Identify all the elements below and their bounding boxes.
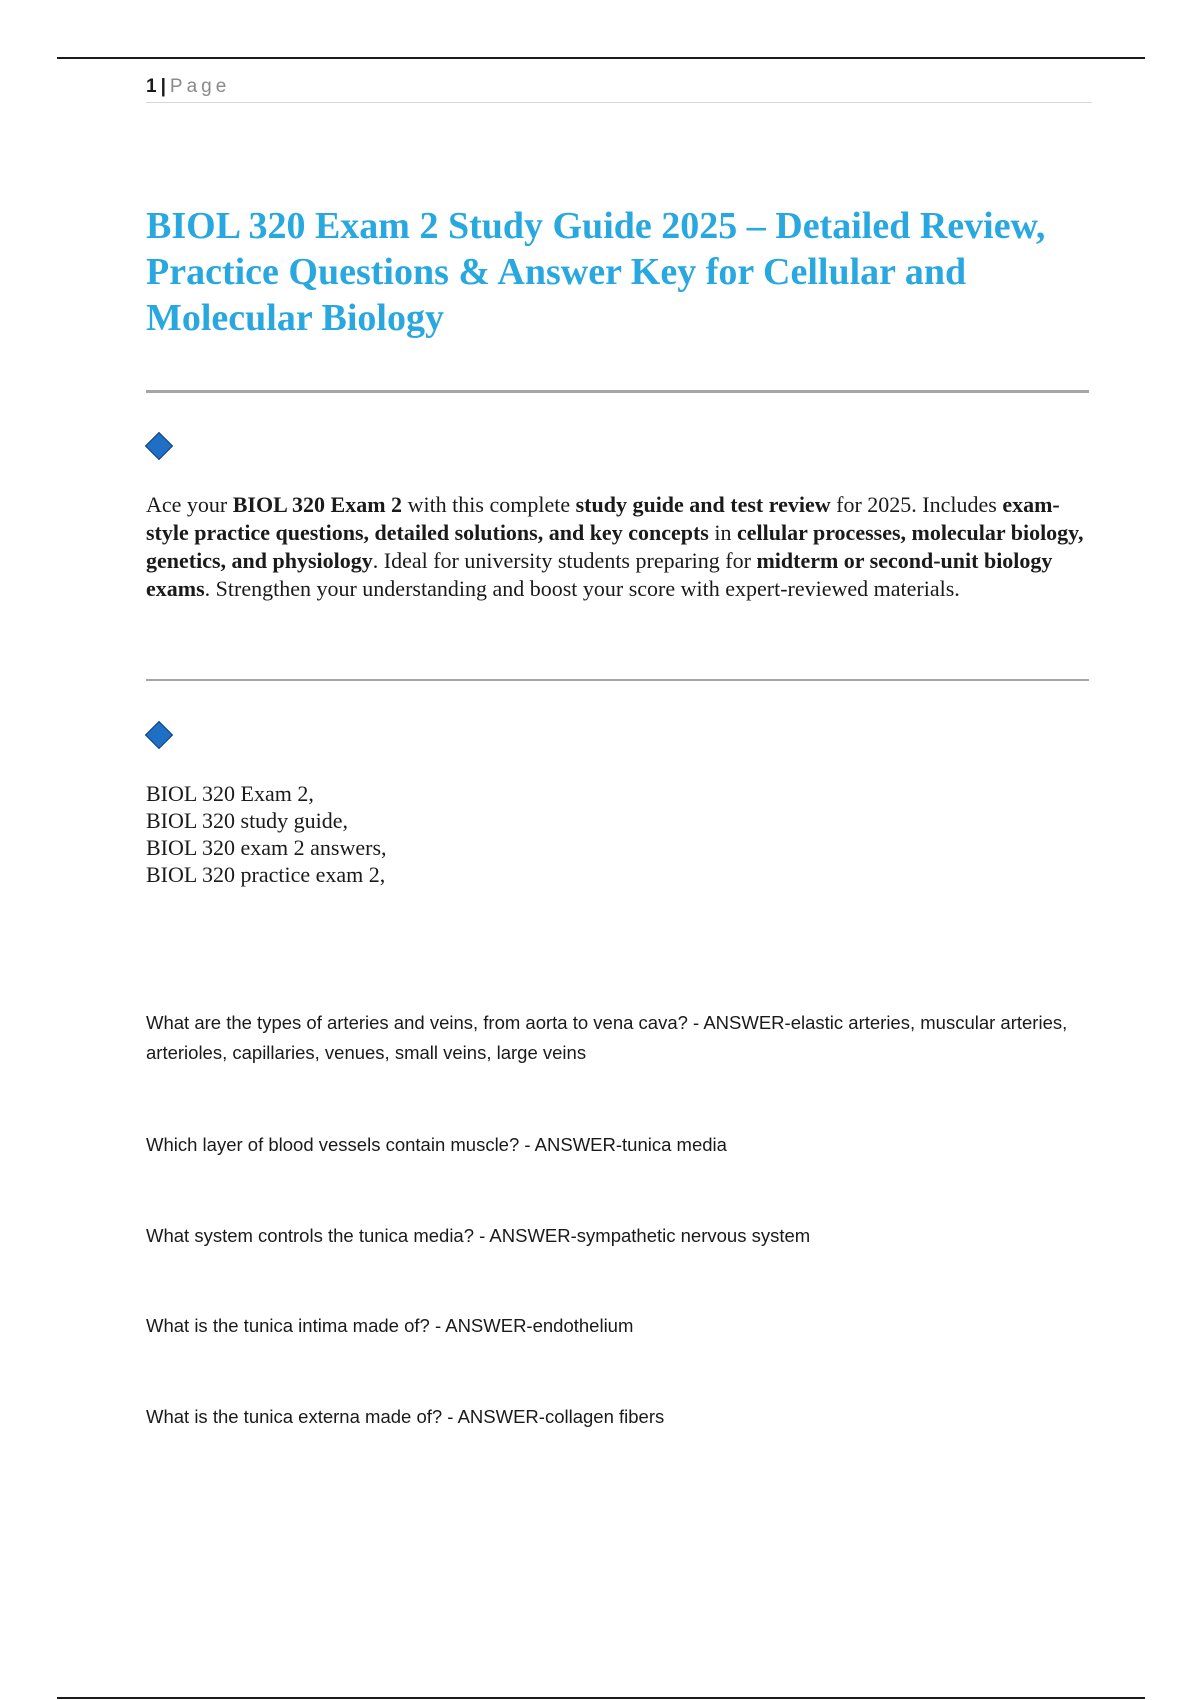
keyword-item: BIOL 320 study guide, [146,808,349,833]
keyword-item: BIOL 320 Exam 2, [146,781,314,806]
diamond-bullet-icon [145,721,173,749]
diamond-bullet-icon [145,432,173,460]
intro-paragraph: Ace your BIOL 320 Exam 2 with this complete study guide and test review for 2025. Includes exam-style practice questions, detailed solutions, and key concepts in cellular processes, molecular biology, genetics, and physiology. Ideal for university students preparing for midterm or second-unit biology exams. Strengthen your understanding and boost your score with expert-reviewed materials. [146,492,1084,601]
page-label: Page [169,76,231,97]
qa-item: What is the tunica externa made of? - ANSWER-collagen fibers [146,1406,665,1427]
section-divider [146,679,1089,681]
qa-item: Which layer of blood vessels contain muscle? - ANSWER-tunica media [146,1134,727,1155]
keyword-list [146,780,746,888]
page-number: 1 [146,76,157,97]
page-bottom-border [57,1697,1145,1699]
document-title: BIOL 320 Exam 2 Study Guide 2025 – Detailed Review, Practice Questions & Answer Key for Cellular and Molecular Biology [146,205,1046,339]
keyword-item: BIOL 320 exam 2 answers, [146,835,387,860]
keyword-item: BIOL 320 practice exam 2, [146,862,386,887]
header-separator: | [160,76,166,97]
section-divider [146,390,1089,393]
page-header [146,74,1092,103]
qa-item: What system controls the tunica media? - ANSWER-sympathetic nervous system [146,1225,811,1246]
qa-item: What are the types of arteries and veins, from aorta to vena cava? - ANSWER-elastic arteries, muscular arteries, arterioles, capillaries, venues, small veins, large veins [146,1012,1068,1063]
page-top-border [57,57,1145,59]
qa-item: What is the tunica intima made of? - ANSWER-endothelium [146,1315,634,1336]
